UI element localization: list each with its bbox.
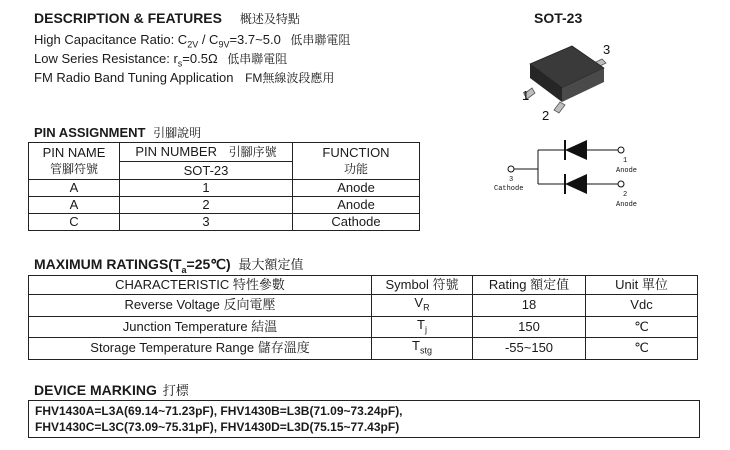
ratings-cell-rating: -55~150 xyxy=(473,338,586,360)
feature1-sub2: 9V xyxy=(218,39,230,50)
max-ratings-heading-cjk: 最大額定值 xyxy=(238,257,304,272)
pin-assignment-heading xyxy=(34,124,201,141)
ratings-col-rating: Rating 額定值 xyxy=(473,276,586,295)
schematic-pin3-name: Cathode xyxy=(494,185,524,193)
ratings-cell-symbol xyxy=(372,316,473,338)
pin-table-cell-number: 1 xyxy=(120,180,293,197)
pin-table-cell-name: A xyxy=(29,180,120,197)
pin-table-col-name: PIN NAME xyxy=(42,145,106,160)
max-ratings-heading xyxy=(34,254,304,275)
ratings-col-unit: Unit 單位 xyxy=(586,276,698,295)
pin-table-cell-function: Anode xyxy=(293,197,420,214)
ratings-cell-symbol xyxy=(372,338,473,360)
pin-table-cell-function: Anode xyxy=(293,180,420,197)
description-section xyxy=(34,10,464,90)
ratings-cell-characteristic: Junction Temperature 結溫 xyxy=(29,316,372,338)
ratings-cell-characteristic: Reverse Voltage 反向電壓 xyxy=(29,295,372,317)
pin-table-header-name xyxy=(29,143,120,180)
device-marking-heading-text: DEVICE MARKING xyxy=(34,382,157,398)
ratings-cell-unit: Vdc xyxy=(586,295,698,317)
pin-table-cell-name: C xyxy=(29,214,120,231)
package-pin-label-2: 2 xyxy=(542,108,550,123)
ratings-symbol-sub: j xyxy=(424,324,427,335)
ratings-symbol-main: T xyxy=(417,316,425,332)
table-row xyxy=(29,316,698,338)
schematic-pin1-number: 1 xyxy=(623,157,628,165)
package-pin-label-3: 3 xyxy=(603,42,611,57)
schematic-pin3-number: 3 xyxy=(509,176,514,184)
package-title: SOT-23 xyxy=(534,10,583,26)
feature1-prefix: High Capacitance Ratio: C xyxy=(34,32,188,47)
feature3-text: FM Radio Band Tuning Application xyxy=(34,70,234,85)
feature1-sub1: 2V xyxy=(187,39,199,50)
pin-table-col-number-cjk: 引腳序號 xyxy=(228,145,277,159)
ratings-symbol-sub: stg xyxy=(419,345,432,356)
description-heading-cjk: 概述及特點 xyxy=(239,12,300,26)
pin-table-header-row xyxy=(29,143,420,162)
pin-table-cell-name: A xyxy=(29,197,120,214)
feature2-cjk: 低串聯電阻 xyxy=(227,52,288,66)
schematic-pin2-name: Anode xyxy=(616,201,638,209)
pin-table-cell-number: 2 xyxy=(120,197,293,214)
max-ratings-heading-suffix: =25℃) xyxy=(186,256,231,272)
pin-table-cell-function: Cathode xyxy=(293,214,420,231)
ratings-col-characteristic: CHARACTERISTIC 特性參數 xyxy=(29,276,372,295)
device-marking-line-2: FHV1430C=L3C(73.09~75.31pF), FHV1430D=L3D(75.15~77.43pF) xyxy=(35,420,400,434)
schematic-pin1-terminal xyxy=(618,147,624,153)
pin-assignment-heading-cjk: 引腳說明 xyxy=(153,126,202,140)
feature3-cjk: FM無線波段應用 xyxy=(245,71,335,85)
pin-table-col-number: PIN NUMBER xyxy=(135,144,217,159)
max-ratings-heading-sub: a xyxy=(181,264,187,275)
ratings-symbol-sub: R xyxy=(423,302,430,313)
package-pin-2 xyxy=(554,102,565,113)
schematic-pin2-terminal xyxy=(618,181,624,187)
table-row xyxy=(29,214,420,231)
description-heading-text: DESCRIPTION & FEATURES xyxy=(34,10,222,26)
pin-table-header-number xyxy=(120,143,293,162)
schematic-pin1-name: Anode xyxy=(616,167,638,175)
ratings-cell-rating: 18 xyxy=(473,295,586,317)
ratings-cell-symbol xyxy=(372,295,473,317)
device-marking-heading-cjk: 打標 xyxy=(162,383,189,398)
schematic-diagram xyxy=(490,132,660,222)
ratings-cell-characteristic: Storage Temperature Range 儲存溫度 xyxy=(29,338,372,360)
feature1-suffix: =3.7~5.0 xyxy=(229,32,281,47)
schematic-pin2-number: 2 xyxy=(623,191,628,199)
schematic-cathode-terminal xyxy=(508,166,514,172)
ratings-symbol-main: V xyxy=(414,295,424,310)
feature1-mid: / C xyxy=(198,32,219,47)
feature2-prefix: Low Series Resistance: r xyxy=(34,51,178,66)
schematic-diode2-icon xyxy=(565,174,587,194)
pin-assignment-heading-text: PIN ASSIGNMENT xyxy=(34,125,146,140)
table-row xyxy=(29,295,698,317)
pin-table-col-name-cjk: 管腳符號 xyxy=(49,162,98,176)
device-marking-box xyxy=(28,400,700,438)
package-pin-label-1: 1 xyxy=(522,88,530,103)
max-ratings-table xyxy=(28,275,698,360)
ratings-cell-unit: ℃ xyxy=(586,338,698,360)
device-marking-heading xyxy=(34,380,189,399)
ratings-header-row xyxy=(29,276,698,295)
package-drawing xyxy=(500,28,640,128)
pin-assignment-table xyxy=(28,142,420,231)
feature-fm-radio xyxy=(34,69,334,86)
pin-table-col-function: FUNCTION xyxy=(322,145,390,160)
table-row xyxy=(29,197,420,214)
table-row xyxy=(29,338,698,360)
feature-capacitance-ratio xyxy=(34,31,350,50)
feature1-cjk: 低串聯電阻 xyxy=(290,33,351,47)
ratings-cell-rating: 150 xyxy=(473,316,586,338)
ratings-col-symbol: Symbol 符號 xyxy=(372,276,473,295)
table-row xyxy=(29,180,420,197)
description-heading xyxy=(34,10,300,27)
pin-table-col-number-sub: SOT-23 xyxy=(120,162,293,180)
pin-table-col-function-cjk: 功能 xyxy=(343,162,368,176)
ratings-symbol-main: T xyxy=(412,338,420,354)
device-marking-line-1: FHV1430A=L3A(69.14~71.23pF), FHV1430B=L3B(71.09~73.24pF), xyxy=(35,404,403,418)
pin-table-cell-number: 3 xyxy=(120,214,293,231)
feature-series-resistance xyxy=(34,50,287,69)
schematic-diode1-icon xyxy=(565,140,587,160)
feature2-sub: s xyxy=(177,58,183,69)
pin-table-header-function xyxy=(293,143,420,180)
feature2-suffix: =0.5Ω xyxy=(182,51,218,66)
ratings-cell-unit: ℃ xyxy=(586,316,698,338)
max-ratings-heading-prefix: MAXIMUM RATINGS(T xyxy=(34,256,182,272)
